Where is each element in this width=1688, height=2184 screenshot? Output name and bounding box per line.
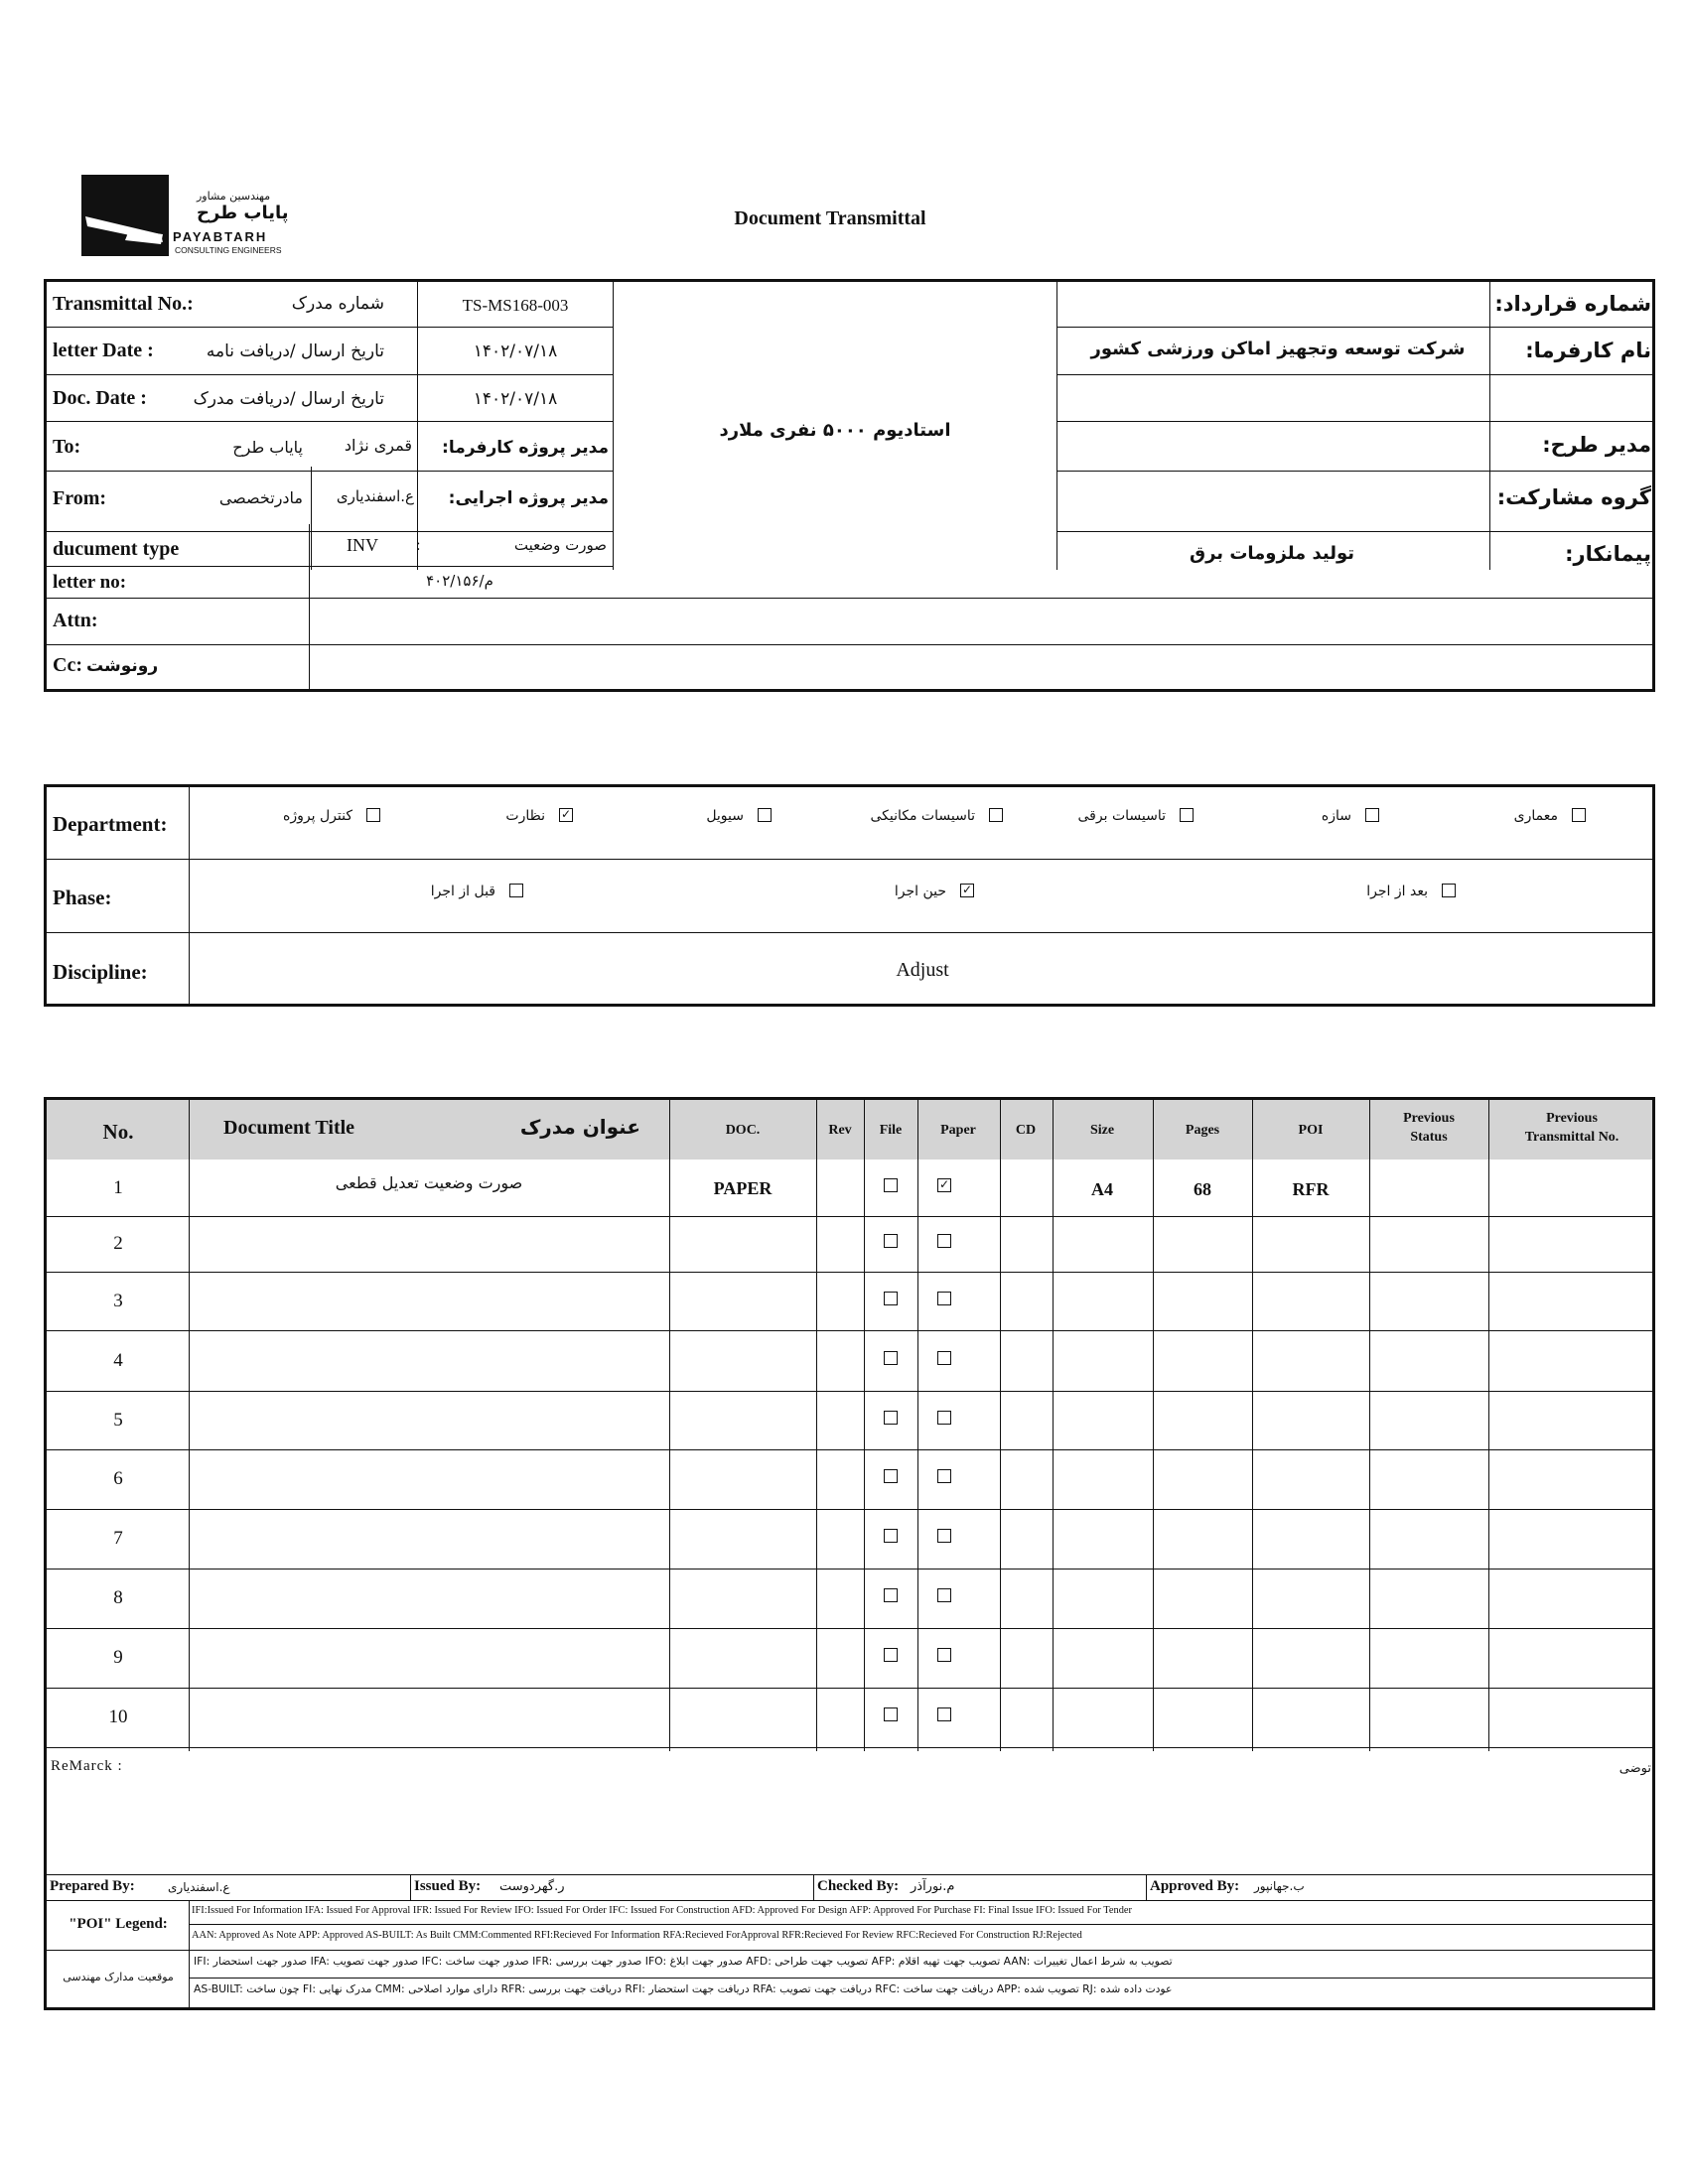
phase-option-label: بعد از اجرا	[1366, 884, 1428, 899]
poi-legend-label: "POI" Legend:	[69, 1916, 168, 1932]
contract-no-label: شماره قرارداد:	[1494, 292, 1651, 316]
doc-date-label: Doc. Date :	[53, 387, 147, 409]
department-option-label: معماری	[1513, 808, 1558, 824]
row-number: 10	[108, 1706, 128, 1727]
page-title: Document Transmittal	[734, 207, 926, 229]
doc-type-fa: صورت وضعیت	[513, 536, 607, 554]
approved-by-label: Approved By:	[1150, 1878, 1240, 1894]
remark-field[interactable]	[186, 1781, 1496, 1868]
table-row	[47, 1216, 1652, 1272]
row-number: 6	[113, 1468, 123, 1489]
employer-label: نام کارفرما:	[1525, 339, 1651, 362]
department-option-label: نظارت	[505, 808, 545, 824]
row-paper-checkbox[interactable]	[937, 1648, 951, 1662]
table-row	[47, 1272, 1652, 1330]
row-number: 7	[113, 1528, 123, 1549]
doc-type-label: ducument type	[53, 538, 180, 560]
row-number: 5	[113, 1409, 123, 1431]
contractor-label: پیمانکار:	[1565, 542, 1651, 566]
col-header-paper: Paper	[940, 1123, 976, 1138]
department-checkbox[interactable]	[1180, 808, 1194, 822]
row-number: 9	[113, 1647, 123, 1668]
row-paper-checkbox[interactable]	[937, 1588, 951, 1602]
department-checkbox[interactable]	[989, 808, 1003, 822]
cc-label: Cc:	[53, 654, 82, 676]
department-option-label: تاسیسات برقی	[1077, 808, 1166, 824]
col-header-pages: Pages	[1185, 1123, 1220, 1138]
contractor-value[interactable]: تولید ملزومات برق	[1190, 543, 1354, 564]
letter-date-fa-label: تاریخ ارسال /دریافت نامه	[206, 341, 384, 361]
attn-label: Attn:	[53, 610, 98, 631]
rows-bottom-border	[47, 1747, 1652, 1748]
row-paper-checkbox[interactable]	[937, 1292, 951, 1305]
row-doc-type[interactable]: PAPER	[713, 1177, 773, 1198]
row-number: 3	[113, 1290, 123, 1311]
logo-persian-name: پایاب طرح	[197, 203, 289, 223]
prepared-by-label: Prepared By:	[50, 1878, 135, 1894]
issued-by-value[interactable]: ر.گهردوست	[499, 1879, 565, 1894]
table-row	[47, 1160, 1652, 1216]
phase-checkbox[interactable]	[1442, 884, 1456, 897]
row-pages[interactable]: 68	[1194, 1178, 1211, 1199]
row-paper-checkbox[interactable]	[937, 1411, 951, 1425]
row-paper-checkbox[interactable]	[937, 1707, 951, 1721]
transmittal-info-table	[44, 279, 1655, 692]
row-file-checkbox[interactable]	[884, 1351, 898, 1365]
remark-label: ReMarck :	[51, 1758, 123, 1774]
table-row	[47, 1391, 1652, 1449]
status-fa-label: موقعیت مدارک مهندسی	[63, 1971, 174, 1983]
col-header-file: File	[879, 1123, 903, 1138]
row-file-checkbox[interactable]	[884, 1234, 898, 1248]
legend-fa-line-2: AS-BUILT: چون ساخت FI: مدرک نهایی CMM: دارای موارد اصلاحی RFR: دریافت جهت بررسی RFI: دریافت جهت استحضار RFA: دریافت جهت تصویب RFC: دریافت جهت ساخت APP: تصویب شده RJ: عودت داده شده	[194, 1982, 1173, 1995]
row-file-checkbox[interactable]	[884, 1648, 898, 1662]
transmittal-no-value[interactable]: TS-MS168-003	[462, 296, 569, 315]
col-header-cd: CD	[1015, 1123, 1037, 1138]
table-row	[47, 1509, 1652, 1569]
from-person[interactable]: ع.اسفندیاری	[336, 487, 414, 505]
to-person[interactable]: قمری نژاد	[344, 436, 412, 455]
department-checkbox[interactable]	[1572, 808, 1586, 822]
phase-label: Phase:	[53, 886, 112, 909]
row-file-checkbox[interactable]	[884, 1411, 898, 1425]
company-logo	[79, 171, 318, 260]
row-number: 8	[113, 1587, 123, 1608]
doc-date-value[interactable]: ۱۴۰۲/۰۷/۱۸	[473, 389, 558, 409]
department-table	[44, 784, 1655, 1007]
col-header-title-en: Document Title	[223, 1117, 355, 1139]
table-row	[47, 1688, 1652, 1747]
col-header-prev-trans-2: Transmittal No.	[1524, 1130, 1619, 1145]
doc-date-fa-label: تاریخ ارسال /دریافت مدرک	[193, 389, 384, 409]
to-label: To:	[53, 436, 81, 458]
discipline-label: Discipline:	[53, 960, 148, 984]
remark-fa-label: توضی	[1618, 1761, 1651, 1776]
row-poi[interactable]: RFR	[1292, 1178, 1330, 1199]
row-file-checkbox[interactable]	[884, 1178, 898, 1192]
letter-no-label: letter no:	[53, 572, 127, 593]
row-file-checkbox[interactable]	[884, 1588, 898, 1602]
col-header-prev-trans-1: Previous	[1546, 1111, 1598, 1126]
checked-by-value[interactable]: م.نورآذر	[911, 1879, 955, 1894]
phase-option-label: حین اجرا	[894, 884, 946, 899]
row-document-title[interactable]: صورت وضعیت تعدیل قطعی	[335, 1172, 523, 1192]
col-header-title-fa: عنوان مدرک	[519, 1115, 640, 1139]
employer-value[interactable]: شرکت توسعه وتجهیز اماکن ورزشی کشور	[1090, 339, 1466, 359]
row-paper-checkbox[interactable]	[937, 1529, 951, 1543]
phase-checkbox[interactable]	[509, 884, 523, 897]
legend-fa-line-1: IFI: صدور جهت استحضار IFA: صدور جهت تصویب IFC: صدور جهت ساخت IFR: صدور جهت بررسی IFO: صدور جهت ابلاغ AFD: تصویب جهت طراحی AFP: تصویب جهت تهیه اقلام AAN: تصویب به شرط اعمال تغییرات	[194, 1955, 1173, 1968]
logo-subtitle: CONSULTING ENGINEERS	[175, 245, 282, 255]
table-row	[47, 1449, 1652, 1509]
approved-by-value[interactable]: ب.جهانپور	[1254, 1879, 1305, 1893]
issued-by-label: Issued By:	[414, 1878, 482, 1894]
department-option-label: سیویل	[706, 808, 744, 824]
row-paper-checkbox[interactable]: ✓	[938, 1176, 950, 1191]
transmittal-no-fa-label: شماره مدرک	[291, 294, 384, 314]
doc-type-value[interactable]: INV	[347, 535, 378, 555]
transmittal-no-label: Transmittal No.:	[53, 293, 194, 315]
design-manager-label: مدیر طرح:	[1542, 433, 1651, 457]
logo-latin-name: PAYABTARH	[173, 229, 268, 244]
department-checkbox[interactable]	[366, 808, 380, 822]
phase-checkbox[interactable]: ✓	[961, 883, 973, 896]
col-header-prev-status-2: Status	[1410, 1130, 1448, 1145]
from-label: From:	[53, 487, 107, 509]
phase-option-label: قبل از اجرا	[430, 884, 495, 899]
col-header-prev-status-1: Previous	[1403, 1111, 1455, 1126]
cc-fa-label: رونوشت	[86, 656, 159, 676]
row-number: 1	[113, 1176, 123, 1198]
row-paper-checkbox[interactable]	[937, 1234, 951, 1248]
col-header-size: Size	[1089, 1123, 1115, 1138]
row-paper-checkbox[interactable]	[937, 1469, 951, 1483]
department-option-label: سازه	[1321, 808, 1351, 824]
prepared-by-value[interactable]: ع.اسفندیاری	[168, 1880, 230, 1894]
department-option-label: تاسیسات مکانیکی	[870, 808, 975, 824]
col-header-poi: POI	[1298, 1123, 1324, 1138]
discipline-value[interactable]: Adjust	[896, 959, 949, 981]
department-label: Department:	[53, 812, 168, 836]
legend-line-1: IFI:Issued For Information IFA: Issued For Approval IFR: Issued For Review IFO: Issued For Order IFC: Issued For Construction AFD: Approved For Design AFP: Approved For Purchase FI: Final Issue IFO: Issued For Tender	[192, 1905, 1132, 1916]
row-file-checkbox[interactable]	[884, 1469, 898, 1483]
row-number: 2	[113, 1233, 123, 1254]
department-option-label: کنترل پروژه	[283, 808, 352, 824]
letter-no-value[interactable]: م/۴۰۲/۱۵۶	[426, 572, 493, 590]
row-paper-checkbox[interactable]	[937, 1351, 951, 1365]
doc-type-colon: :	[416, 537, 421, 554]
project-name: استادیوم ۵۰۰۰ نفری ملارد	[719, 420, 951, 441]
col-header-rev: Rev	[828, 1123, 852, 1138]
logo-persian-top: مهندسین مشاور	[197, 190, 271, 203]
checked-by-label: Checked By:	[817, 1878, 900, 1894]
to-value[interactable]: پایاب طرح	[232, 438, 303, 457]
table-row	[47, 1330, 1652, 1391]
document-table	[44, 1097, 1655, 2010]
letter-date-label: letter Date :	[53, 340, 154, 361]
row-file-checkbox[interactable]	[884, 1529, 898, 1543]
letter-date-value[interactable]: ۱۴۰۲/۰۷/۱۸	[473, 341, 558, 361]
row-size[interactable]: A4	[1091, 1178, 1113, 1199]
legend-line-2: AAN: Approved As Note APP: Approved AS-BUILT: As Built CMM:Commented RFI:Recieved For Information RFA:Recieved ForApproval RFR:Recieved For Review RFC:Recieved For Construction RJ:Rejected	[192, 1930, 1082, 1941]
department-checkbox[interactable]	[1365, 808, 1379, 822]
partnership-label: گروه مشارکت:	[1496, 485, 1651, 509]
row-file-checkbox[interactable]	[884, 1707, 898, 1721]
department-checkbox[interactable]: ✓	[560, 807, 572, 821]
col-header-no: No.	[102, 1120, 134, 1144]
table-row	[47, 1569, 1652, 1628]
row-number: 4	[113, 1349, 123, 1371]
to-role-label: مدیر پروژه کارفرما:	[442, 438, 609, 458]
col-header-doc: DOC.	[725, 1123, 761, 1138]
from-value[interactable]: مادرتخصصی	[218, 488, 303, 507]
table-row	[47, 1628, 1652, 1688]
from-role-label: مدیر پروژه اجرایی:	[448, 488, 609, 508]
department-checkbox[interactable]	[758, 808, 772, 822]
row-file-checkbox[interactable]	[884, 1292, 898, 1305]
